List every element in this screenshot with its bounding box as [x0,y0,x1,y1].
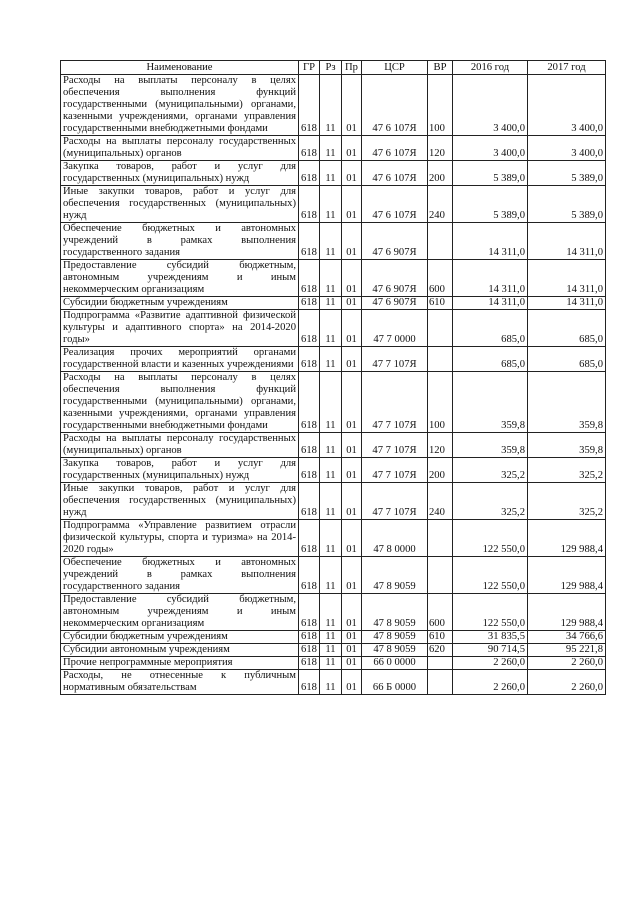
table-row [61,310,606,347]
table-row [61,594,606,631]
cell-name: Обеспечение бюджетных и автономных учреждений в рамках выполнения государственного задания [61,557,299,594]
cell-csr: 47 6 107Я [362,161,428,186]
header-gr: ГР [299,61,320,75]
cell-csr: 47 6 907Я [362,297,428,310]
cell-name: Расходы на выплаты персоналу государственных (муниципальных) органов [61,433,299,458]
cell-2016: 14 311,0 [453,297,528,310]
cell-name: Прочие непрограммные мероприятия [61,657,299,670]
header-2016: 2016 год [453,61,528,75]
cell-vr: 240 [428,483,453,520]
cell-vr: 600 [428,594,453,631]
cell-name: Расходы, не отнесенные к публичным нормативным обязательствам [61,670,299,695]
cell-pr: 01 [342,297,362,310]
table-row [61,372,606,433]
header-row [61,61,606,75]
table-row [61,223,606,260]
cell-2017: 5 389,0 [528,186,606,223]
cell-gr: 618 [299,433,320,458]
cell-name: Расходы на выплаты персоналу государственных (муниципальных) органов [61,136,299,161]
cell-pr: 01 [342,657,362,670]
budget-table [60,60,606,695]
cell-vr [428,520,453,557]
cell-gr: 618 [299,670,320,695]
cell-vr [428,557,453,594]
cell-rz: 11 [320,594,342,631]
header-pr: Пр [342,61,362,75]
cell-2017: 2 260,0 [528,657,606,670]
cell-2016: 2 260,0 [453,670,528,695]
cell-2016: 359,8 [453,372,528,433]
cell-vr: 600 [428,260,453,297]
cell-rz: 11 [320,557,342,594]
cell-2016: 685,0 [453,310,528,347]
cell-name: Субсидии бюджетным учреждениям [61,297,299,310]
cell-csr: 66 0 0000 [362,657,428,670]
cell-2016: 122 550,0 [453,520,528,557]
cell-vr [428,657,453,670]
cell-pr: 01 [342,557,362,594]
cell-vr: 240 [428,186,453,223]
cell-vr [428,223,453,260]
cell-2017: 5 389,0 [528,161,606,186]
table-row [61,297,606,310]
cell-gr: 618 [299,223,320,260]
cell-csr: 47 6 907Я [362,260,428,297]
cell-2017: 359,8 [528,372,606,433]
cell-csr: 66 Б 0000 [362,670,428,695]
cell-csr: 47 8 9059 [362,644,428,657]
cell-name: Обеспечение бюджетных и автономных учреждений в рамках выполнения государственного задания [61,223,299,260]
cell-csr: 47 6 107Я [362,75,428,136]
cell-rz: 11 [320,631,342,644]
cell-2017: 129 988,4 [528,520,606,557]
cell-2017: 325,2 [528,458,606,483]
cell-vr: 620 [428,644,453,657]
table-body [61,75,606,695]
cell-name: Предоставление субсидий бюджетным, автономным учреждениям и иным некоммерческим организациям [61,594,299,631]
cell-2016: 2 260,0 [453,657,528,670]
cell-name: Расходы на выплаты персоналу в целях обеспечения выполнения функций государственными (муниципальными) органами, казенными учреждениями, органами управления государственными внебюджетными фондами [61,75,299,136]
cell-2017: 3 400,0 [528,136,606,161]
cell-csr: 47 7 107Я [362,347,428,372]
cell-csr: 47 7 107Я [362,433,428,458]
cell-2016: 122 550,0 [453,557,528,594]
cell-name: Иные закупки товаров, работ и услуг для обеспечения государственных (муниципальных) нужд [61,483,299,520]
cell-gr: 618 [299,297,320,310]
table-row [61,75,606,136]
cell-vr: 100 [428,372,453,433]
cell-gr: 618 [299,483,320,520]
cell-pr: 01 [342,644,362,657]
cell-name: Закупка товаров, работ и услуг для государственных (муниципальных) нужд [61,458,299,483]
cell-pr: 01 [342,372,362,433]
cell-gr: 618 [299,260,320,297]
cell-rz: 11 [320,161,342,186]
cell-rz: 11 [320,458,342,483]
cell-csr: 47 7 107Я [362,458,428,483]
cell-csr: 47 6 107Я [362,186,428,223]
cell-2016: 122 550,0 [453,594,528,631]
table-row [61,631,606,644]
cell-rz: 11 [320,310,342,347]
cell-rz: 11 [320,670,342,695]
cell-rz: 11 [320,223,342,260]
table-row [61,161,606,186]
cell-vr [428,670,453,695]
table-row [61,520,606,557]
cell-pr: 01 [342,483,362,520]
cell-pr: 01 [342,186,362,223]
cell-2017: 359,8 [528,433,606,458]
table-row [61,260,606,297]
cell-2016: 90 714,5 [453,644,528,657]
header-csr: ЦСР [362,61,428,75]
cell-2017: 14 311,0 [528,260,606,297]
cell-vr: 100 [428,75,453,136]
cell-name: Подпрограмма «Управление развитием отрасли физической культуры, спорта и туризма» на 2014-2020 годы» [61,520,299,557]
table-row [61,458,606,483]
cell-csr: 47 8 0000 [362,520,428,557]
table-row [61,347,606,372]
cell-2016: 5 389,0 [453,161,528,186]
cell-gr: 618 [299,594,320,631]
cell-gr: 618 [299,161,320,186]
cell-rz: 11 [320,75,342,136]
cell-vr: 200 [428,458,453,483]
cell-vr: 610 [428,297,453,310]
cell-vr [428,310,453,347]
cell-pr: 01 [342,161,362,186]
cell-name: Реализация прочих мероприятий органами государственной власти и казенных учреждениями [61,347,299,372]
cell-csr: 47 8 9059 [362,594,428,631]
cell-rz: 11 [320,260,342,297]
cell-2017: 95 221,8 [528,644,606,657]
header-rz: Рз [320,61,342,75]
cell-rz: 11 [320,347,342,372]
cell-2017: 129 988,4 [528,557,606,594]
cell-pr: 01 [342,670,362,695]
cell-name: Подпрограмма «Развитие адаптивной физической культуры и адаптивного спорта» на 2014-2020 годы» [61,310,299,347]
table-row [61,136,606,161]
cell-pr: 01 [342,310,362,347]
cell-rz: 11 [320,644,342,657]
cell-2017: 685,0 [528,347,606,372]
cell-rz: 11 [320,297,342,310]
cell-gr: 618 [299,186,320,223]
cell-rz: 11 [320,520,342,557]
cell-pr: 01 [342,223,362,260]
cell-name: Закупка товаров, работ и услуг для государственных (муниципальных) нужд [61,161,299,186]
cell-rz: 11 [320,483,342,520]
cell-2016: 325,2 [453,483,528,520]
header-2017: 2017 год [528,61,606,75]
cell-2017: 325,2 [528,483,606,520]
cell-gr: 618 [299,644,320,657]
cell-gr: 618 [299,631,320,644]
cell-2017: 34 766,6 [528,631,606,644]
cell-pr: 01 [342,594,362,631]
cell-pr: 01 [342,631,362,644]
cell-2017: 3 400,0 [528,75,606,136]
cell-pr: 01 [342,458,362,483]
cell-pr: 01 [342,520,362,557]
cell-gr: 618 [299,347,320,372]
cell-2017: 14 311,0 [528,223,606,260]
cell-pr: 01 [342,347,362,372]
cell-gr: 618 [299,557,320,594]
cell-vr: 200 [428,161,453,186]
cell-name: Субсидии автономным учреждениям [61,644,299,657]
cell-csr: 47 6 907Я [362,223,428,260]
table-row [61,670,606,695]
cell-pr: 01 [342,136,362,161]
cell-gr: 618 [299,310,320,347]
cell-2017: 2 260,0 [528,670,606,695]
cell-2017: 129 988,4 [528,594,606,631]
cell-2016: 14 311,0 [453,260,528,297]
cell-name: Иные закупки товаров, работ и услуг для обеспечения государственных (муниципальных) нужд [61,186,299,223]
cell-csr: 47 7 107Я [362,483,428,520]
table-row [61,557,606,594]
cell-pr: 01 [342,433,362,458]
cell-csr: 47 8 9059 [362,631,428,644]
cell-2016: 31 835,5 [453,631,528,644]
cell-csr: 47 7 0000 [362,310,428,347]
cell-2017: 685,0 [528,310,606,347]
cell-2016: 325,2 [453,458,528,483]
cell-rz: 11 [320,186,342,223]
table-row [61,433,606,458]
cell-vr: 120 [428,433,453,458]
table-row [61,186,606,223]
cell-2016: 359,8 [453,433,528,458]
cell-rz: 11 [320,136,342,161]
cell-csr: 47 7 107Я [362,372,428,433]
cell-2016: 685,0 [453,347,528,372]
cell-csr: 47 8 9059 [362,557,428,594]
cell-2016: 5 389,0 [453,186,528,223]
cell-rz: 11 [320,657,342,670]
cell-name: Предоставление субсидий бюджетным, автономным учреждениям и иным некоммерческим организациям [61,260,299,297]
cell-gr: 618 [299,372,320,433]
cell-gr: 618 [299,520,320,557]
cell-csr: 47 6 107Я [362,136,428,161]
cell-rz: 11 [320,433,342,458]
cell-pr: 01 [342,75,362,136]
cell-vr: 610 [428,631,453,644]
header-name: Наименование [61,61,299,75]
cell-gr: 618 [299,458,320,483]
table-row [61,657,606,670]
cell-name: Субсидии бюджетным учреждениям [61,631,299,644]
table-row [61,644,606,657]
cell-2017: 14 311,0 [528,297,606,310]
cell-2016: 14 311,0 [453,223,528,260]
cell-gr: 618 [299,657,320,670]
cell-pr: 01 [342,260,362,297]
header-vr: ВР [428,61,453,75]
cell-2016: 3 400,0 [453,75,528,136]
cell-rz: 11 [320,372,342,433]
cell-2016: 3 400,0 [453,136,528,161]
cell-vr: 120 [428,136,453,161]
cell-gr: 618 [299,136,320,161]
table-row [61,483,606,520]
cell-name: Расходы на выплаты персоналу в целях обеспечения выполнения функций государственными (муниципальными) органами, казенными учреждениями, органами управления государственными внебюджетными фондами [61,372,299,433]
cell-gr: 618 [299,75,320,136]
cell-vr [428,347,453,372]
